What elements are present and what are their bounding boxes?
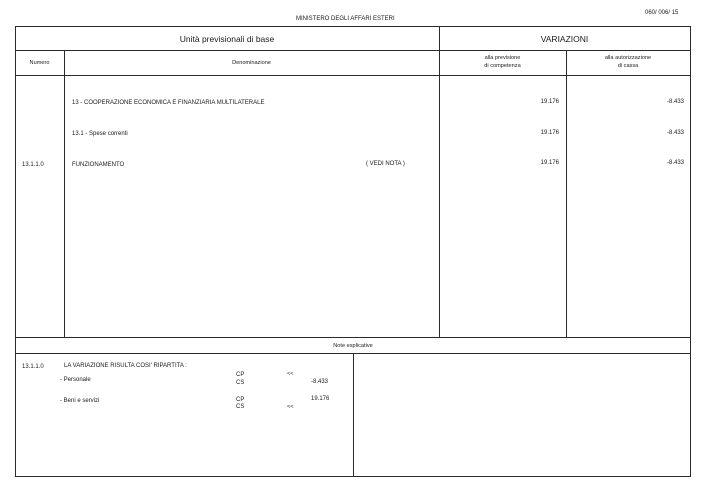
notes-item-cp-code: CP (236, 397, 245, 403)
col-description-header: Denominazione (232, 60, 271, 66)
notes-item-cs-value: << (287, 404, 294, 410)
notes-ref-number: 13.1.1.0 (22, 364, 44, 370)
row-number: 13.1.1.0 (22, 162, 44, 168)
col-cash-header-2: di cassa (617, 63, 639, 69)
col-competence-header-1: alla previsione (484, 55, 521, 61)
notes-item-cs-code: CS (236, 380, 245, 386)
notes-item-cs-code: CS (236, 404, 245, 410)
row-cash: -8.433 (666, 160, 684, 166)
notes-item-label: - Personale (60, 377, 91, 383)
row-competence: 19.176 (540, 130, 559, 136)
notes-item-label: - Beni e servizi (60, 398, 100, 404)
notes-item-cs-value: -8.433 (311, 379, 329, 385)
notes-item-cp-value: << (287, 371, 294, 377)
row-cash: -8.433 (666, 99, 684, 105)
notes-title: Note esplicative (333, 343, 373, 349)
row-description: 13.1 - Spese correnti (72, 131, 128, 137)
col-competence-header-2: di competenza (484, 63, 521, 69)
section-left-header: Unità previsionali di base (179, 34, 275, 44)
row-note-reference: ( VEDI NOTA ) (366, 161, 405, 167)
page-code: 060/ 006/ 15 (645, 10, 679, 16)
col-number-header: Numero (29, 60, 50, 66)
row-competence: 19.176 (540, 160, 559, 166)
row-description: 13 - COOPERAZIONE ECONOMICA E FINANZIARIA MULTILATERALE (72, 100, 265, 106)
section-right-header: VARIAZIONI (540, 34, 589, 44)
notes-item-cp-value: 19.176 (311, 396, 330, 402)
notes-heading: LA VARIAZIONE RISULTA COSI' RIPARTITA : (64, 363, 187, 369)
row-cash: -8.433 (666, 130, 684, 136)
ministry-title: MINISTERO DEGLI AFFARI ESTERI (296, 16, 395, 22)
notes-item-cp-code: CP (236, 372, 245, 378)
row-competence: 19.176 (540, 99, 559, 105)
row-description: FUNZIONAMENTO (72, 162, 125, 168)
col-cash-header-1: alla autorizzazione (604, 55, 652, 61)
